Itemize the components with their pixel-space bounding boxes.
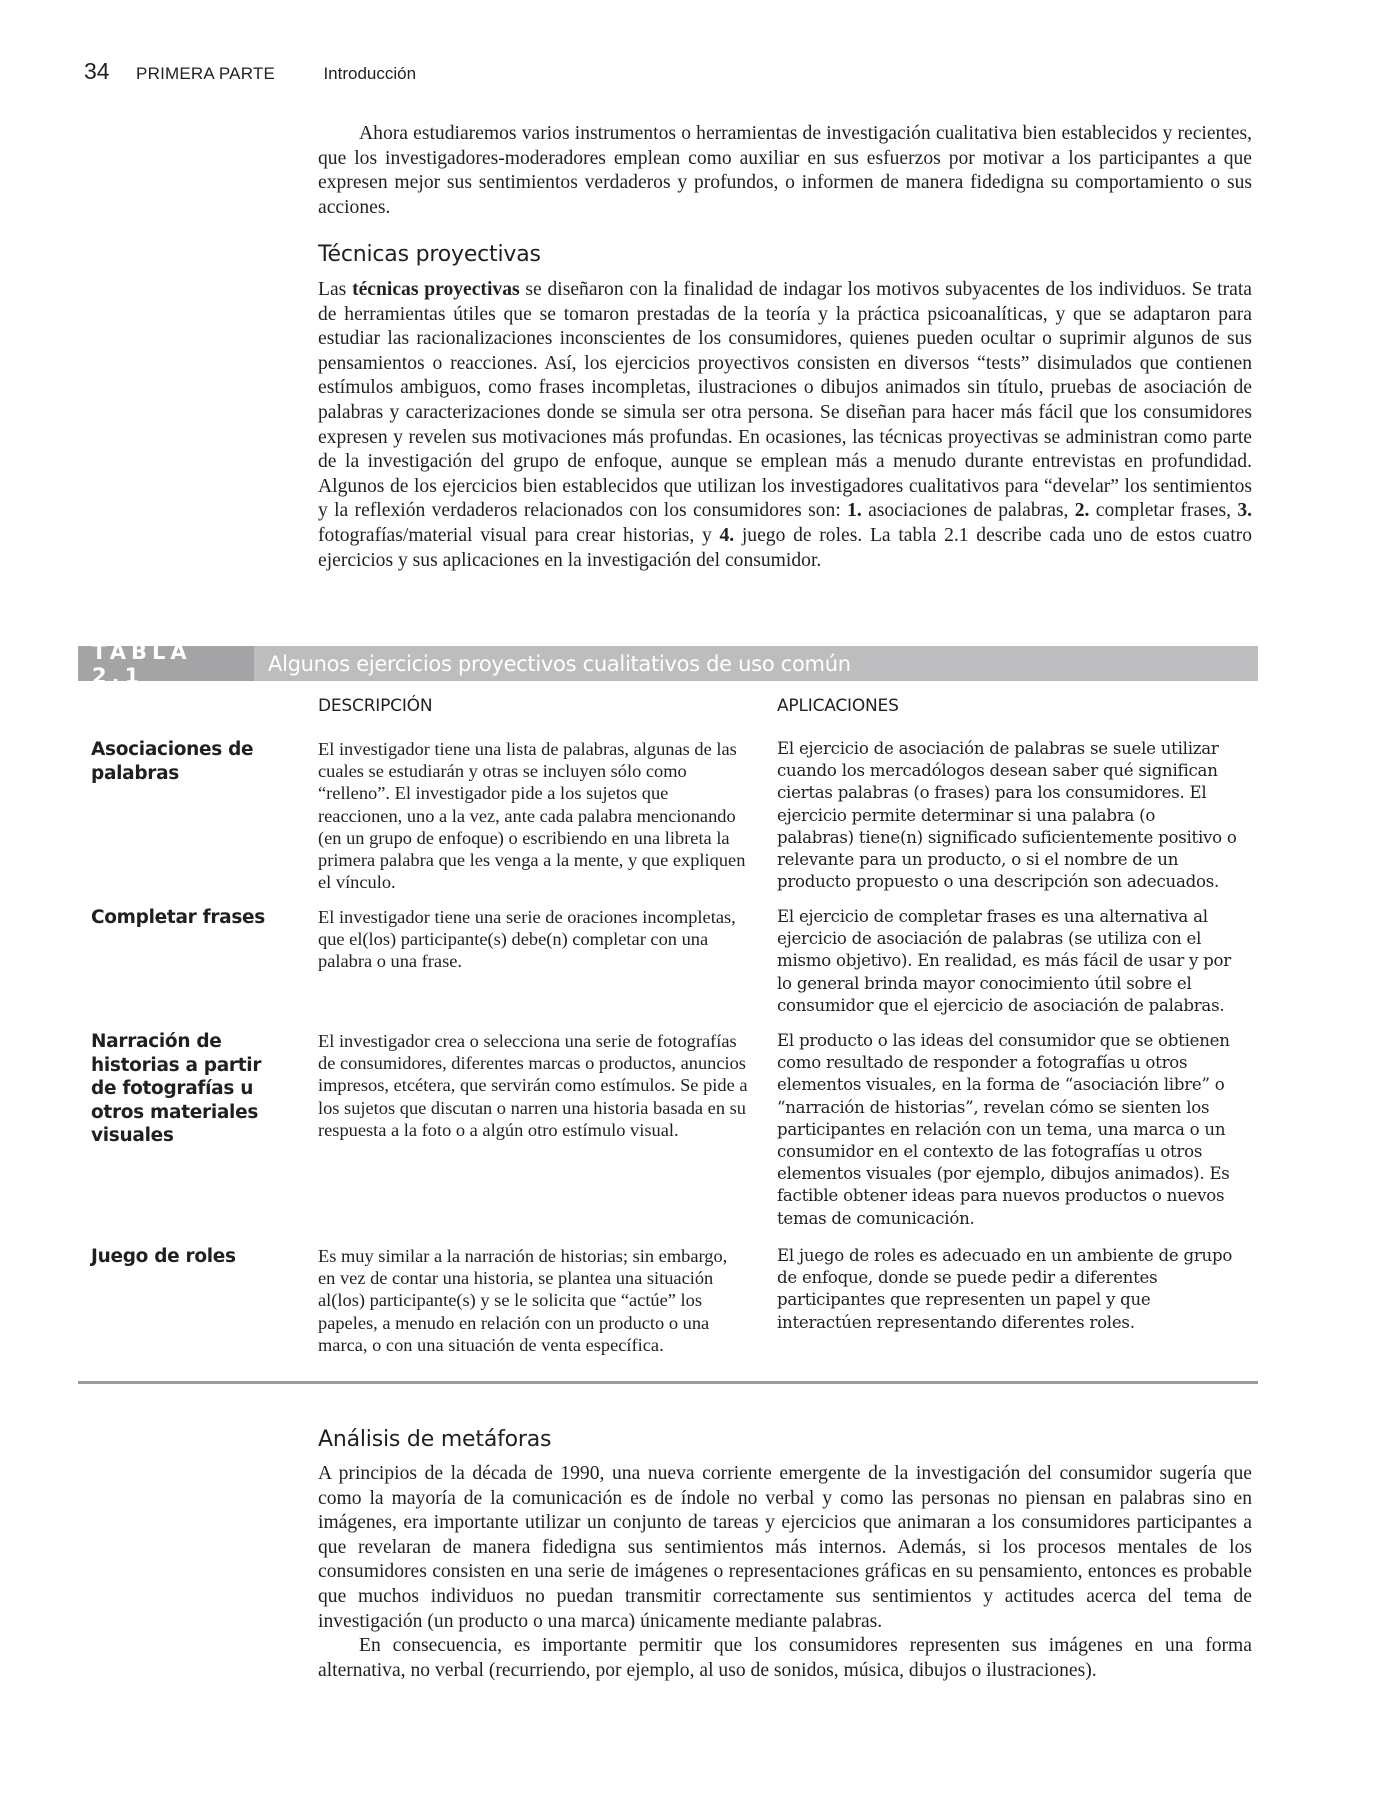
table-label: TABLA 2.1	[78, 646, 254, 681]
row-description: El investigador tiene una serie de oraciones incompletas, que el(los) participante(s) debe(n) completar con una palabra o una frase.	[318, 907, 736, 972]
row-label: Narración de historias a partir de fotografías u otros materiales visuales	[91, 1031, 262, 1146]
row-applications: El ejercicio de completar frases es una alternativa al ejercicio de asociación de palabras (se utiliza con el mismo objetivo). En realidad, es más fácil de usar y por lo general brinda mayor conocimiento útil sobre el consumidor que el ejercicio de asociación de palabras.	[777, 907, 1231, 1015]
tecnicas-paragraph	[318, 278, 1252, 573]
metaforas-section	[318, 1462, 1252, 1683]
column-header-description: DESCRIPCIÓN	[318, 696, 433, 716]
list-number: 1.	[847, 500, 862, 522]
row-label: Completar frases	[91, 907, 266, 928]
text-run: fotografías/material visual para crear historias, y	[318, 524, 720, 546]
key-term: técnicas proyectivas	[352, 279, 520, 300]
chapter-title: Introducción	[323, 64, 417, 83]
section-heading-analisis-de-metaforas: Análisis de metáforas	[318, 1427, 552, 1452]
table-bottom-rule	[78, 1381, 1258, 1384]
row-label: Juego de roles	[91, 1246, 236, 1267]
running-head	[84, 58, 416, 85]
text-run: Las	[318, 279, 353, 300]
part-title: PRIMERA PARTE	[136, 64, 275, 83]
row-applications: El producto o las ideas del consumidor que se obtienen como resultado de responder a fotografías u otros elementos visuales, en la forma de “asociación libre” o “narración de historias”, revelan cómo se sienten los participantes en relación con un tema, una marca o un consumidor en el contexto de las fotografías u otros elementos visuales (por ejemplo, dibujos animados). Es factible obtener ideas para nuevos productos o nuevos temas de comunicación.	[777, 1031, 1230, 1228]
intro-section	[318, 122, 1252, 220]
table-title-band	[78, 639, 1258, 688]
text-run: juego de roles. La tabla 2.1 describe cada uno de estos cuatro ejercicios y sus aplicaciones en la investigación del consumidor.	[318, 524, 1252, 571]
metaforas-paragraph-2: En consecuencia, es importante permitir que los consumidores representen sus imágenes en una forma alternativa, no verbal (recurriendo, por ejemplo, al uso de sonidos, música, dibujos o ilustraciones).	[318, 1635, 1252, 1681]
list-number: 4.	[719, 524, 735, 546]
intro-paragraph: Ahora estudiaremos varios instrumentos o herramientas de investigación cualitativa bien establecidos y recientes, que los investigadores-moderadores emplean como auxiliar en sus esfuerzos por motivar a los participantes a que expresen mejor sus sentimientos verdaderos y profundos, o informen de manera fidedigna su comportamiento o sus acciones.	[318, 123, 1252, 218]
metaforas-paragraph-1: A principios de la década de 1990, una nueva corriente emergente de la investigación del consumidor sugería que como la mayoría de la comunicación es de índole no verbal y como las personas no piensan en palabras sino en imágenes, era importante utilizar un conjunto de tareas y ejercicios que animaran a los consumidores participantes a que revelaran de manera fidedigna sus sentimientos más internos. Además, si los procesos mentales de los consumidores consisten en una serie de imágenes o representaciones gráficas en su pensamiento, entonces es probable que muchos individuos no puedan transmitir correctamente sus sentimientos y actitudes acerca del tema de investigación (un producto o una marca) únicamente mediante palabras.	[318, 1463, 1252, 1632]
table-title: Algunos ejercicios proyectivos cualitativos de uso común	[268, 651, 851, 676]
text-run: se diseñaron con la finalidad de indagar los motivos subyacentes de los individuos. Se trata de herramientas útiles que se tomaron prestadas de la teoría y la práctica psicoanalíticas, y que se adaptaron para estudiar las racionalizaciones inconscientes de los consumidores, quienes pueden ocultar o suprimir algunos de sus pensamientos o reacciones. Así, los ejercicios proyectivos consisten en diversos “tests” disimulados que contienen estímulos ambiguos, como frases incompletas, ilustraciones o dibujos animados sin título, pruebas de asociación de palabras y caracterizaciones donde se simula ser otra persona. Se diseñan para hacer más fácil que los consumidores expresen y revelen sus motivaciones más profundas. En ocasiones, las técnicas proyectivas se administran como parte de la investigación del grupo de enfoque, aunque se emplean más a menudo durante entrevistas en profundidad. Algunos de los ejercicios bien establecidos que utilizan los investigadores cualitativos para “develar” los sentimientos y la reflexión verdaderos relacionados con los consumidores son:	[318, 279, 1252, 522]
list-number: 2.	[1074, 500, 1090, 522]
row-description: Es muy similar a la narración de historias; sin embargo, en vez de contar una historia, se plantea una situación al(los) participante(s) y se le solicita que “actúe” los papeles, a menudo en relación con un producto o una marca, o con una situación de venta específica.	[318, 1246, 728, 1355]
list-number: 3.	[1237, 500, 1253, 522]
tecnicas-section	[318, 278, 1252, 573]
text-run: completar frases,	[1089, 500, 1238, 522]
section-heading-tecnicas-proyectivas: Técnicas proyectivas	[318, 242, 541, 267]
page-number: 34	[84, 58, 110, 84]
row-applications: El juego de roles es adecuado en un ambiente de grupo de enfoque, donde se puede pedir a diferentes participantes que representen un papel y que interactúen representando diferentes roles.	[777, 1246, 1233, 1332]
row-applications: El ejercicio de asociación de palabras se suele utilizar cuando los mercadólogos desean saber qué significan ciertas palabras (o frases) para los consumidores. El ejercicio permite determinar si una palabra (o palabras) tiene(n) significado suficientemente positivo o relevante para un producto, o si el nombre de un producto propuesto o una descripción son adecuados.	[777, 739, 1237, 892]
row-description: El investigador crea o selecciona una serie de fotografías de consumidores, diferentes marcas o productos, anuncios impresos, etcétera, que servirán como estímulos. Se pide a los sujetos que discutan o narren una historia basada en su respuesta a la foto o a algún otro estímulo visual.	[318, 1031, 748, 1140]
row-label: Asociaciones de palabras	[91, 739, 254, 784]
column-header-applications: APLICACIONES	[777, 696, 899, 716]
row-description: El investigador tiene una lista de palabras, algunas de las cuales se estudiarán y otras se incluyen sólo como “relleno”. El investigador pide a los sujetos que reaccionen, uno a la vez, ante cada palabra mencionando (en un grupo de enfoque) o escribiendo en una libreta la primera palabra que les venga a la mente, y que expliquen el vínculo.	[318, 739, 746, 893]
text-run: asociaciones de palabras,	[861, 500, 1075, 522]
